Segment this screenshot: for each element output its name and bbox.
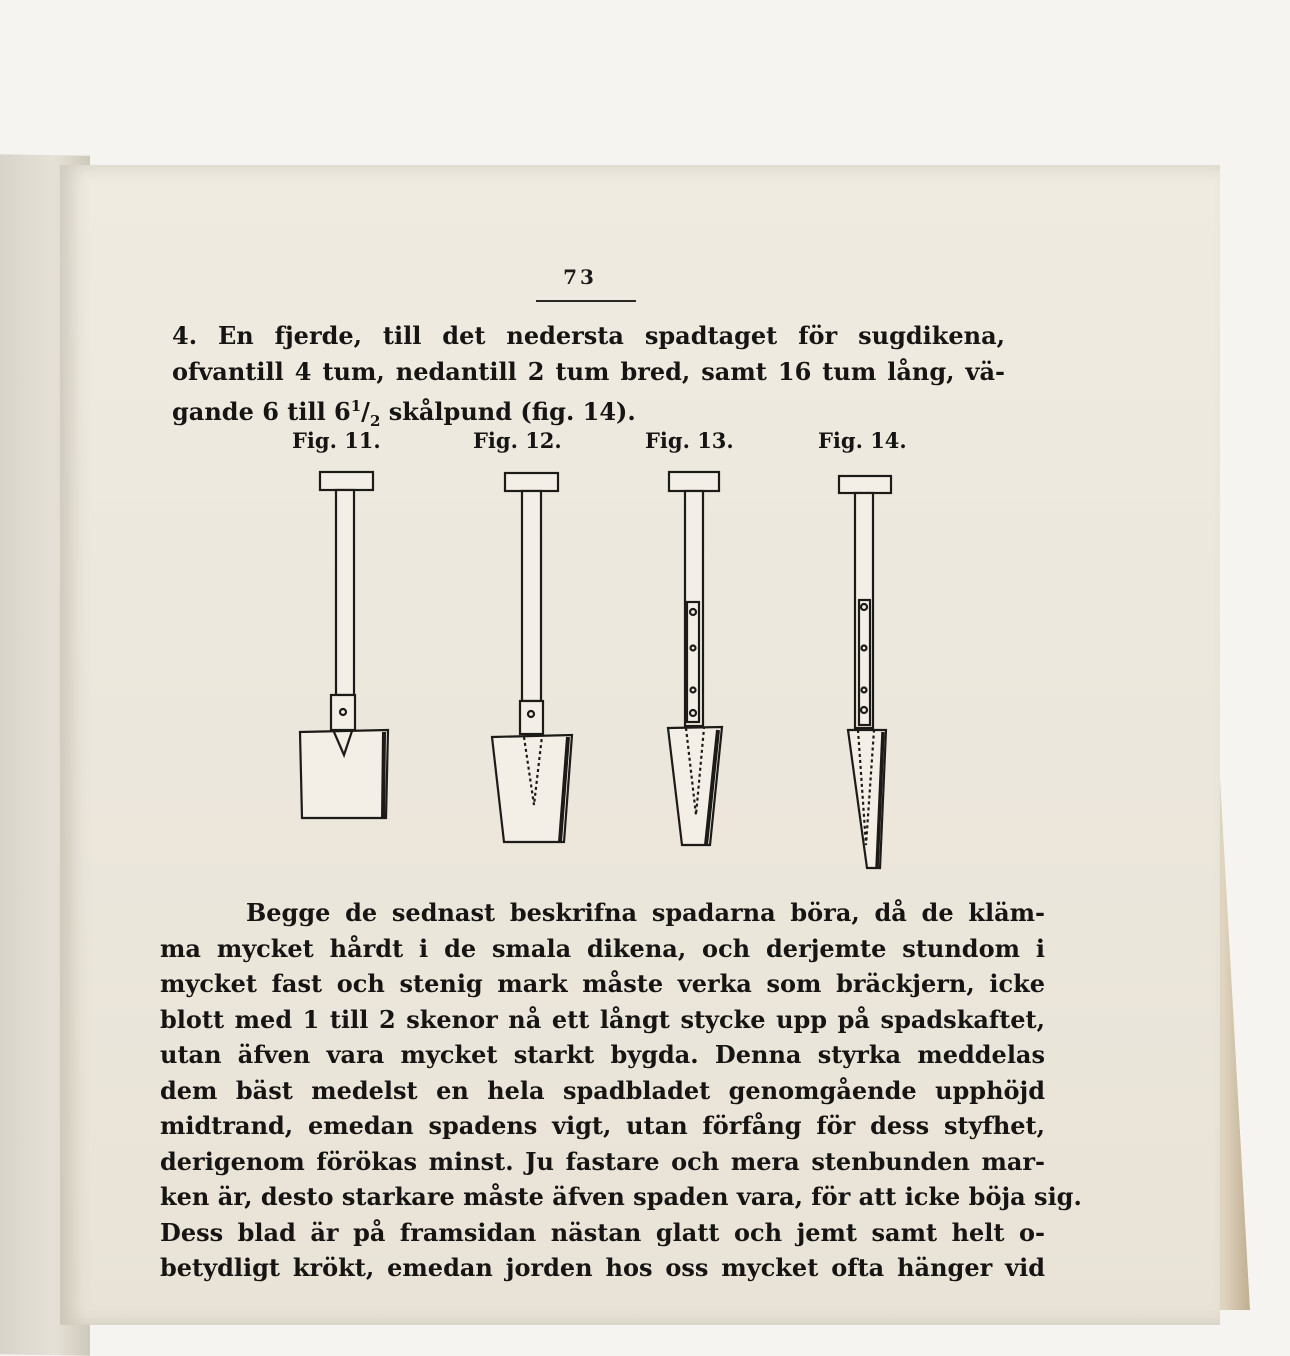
spade-figure-13 (668, 472, 722, 845)
spade-figure-11 (300, 472, 388, 818)
figure-12-label: Fig. 12. (473, 428, 562, 453)
paragraph-main-line: Dess blad är på framsidan nästan glatt och jemt samt helt o- (160, 1217, 1045, 1247)
weight-unit-text: skålpund (fig. 14). (380, 397, 636, 426)
paragraph-main-line: midtrand, emedan spadens vigt, utan förfång för dess styfhet, (160, 1111, 1045, 1140)
paragraph-main-line: blott med 1 till 2 skenor nå ett långt stycke upp på spadskaftet, (160, 1004, 1045, 1034)
paragraph-intro-line: 4. En fjerde, till det nedersta spadtaget för sugdikena, (172, 321, 1005, 350)
figure-14-label: Fig. 14. (818, 428, 907, 453)
weight-text: gande 6 till 6 (172, 397, 351, 426)
paragraph-main-line: betydligt krökt, emedan jorden hos oss mycket ofta hänger vid (160, 1253, 1045, 1282)
fraction-slash: / (361, 397, 370, 426)
spade-figure-12 (492, 473, 572, 842)
paragraph-main (160, 895, 1082, 1286)
figure-13-label: Fig. 13. (645, 428, 734, 453)
paragraph-main-line: utan äfven vara mycket starkt bygda. Denna styrka meddelas (160, 1040, 1045, 1069)
figure-11-label: Fig. 11. (292, 428, 381, 453)
page-number: 73 (563, 265, 597, 289)
spade-figure-14 (839, 476, 891, 868)
paragraph-intro-line: ofvantill 4 tum, nedantill 2 tum bred, samt 16 tum lång, vä- (172, 356, 1005, 386)
paragraph-main-line: ma mycket hårdt i de smala dikena, och derjemte stundom i (160, 933, 1045, 963)
paragraph-main-line: mycket fast och stenig mark måste verka som bräckjern, icke (160, 969, 1045, 998)
paragraph-main-line: Begge de sednast beskrifna spadarna böra, då de kläm- (246, 898, 1045, 927)
fraction-numerator: 1 (350, 397, 362, 415)
fraction-denominator: 2 (369, 411, 381, 430)
paragraph-main-line: dem bäst medelst en hela spadbladet genomgående upphöjd (160, 1075, 1045, 1105)
paragraph-main-line: ken är, desto starkare måste äfven spaden vara, för att icke böja sig. (160, 1182, 1082, 1211)
paragraph-main-line: derigenom förökas minst. Ju fastare och mera stenbunden mar- (160, 1146, 1045, 1176)
